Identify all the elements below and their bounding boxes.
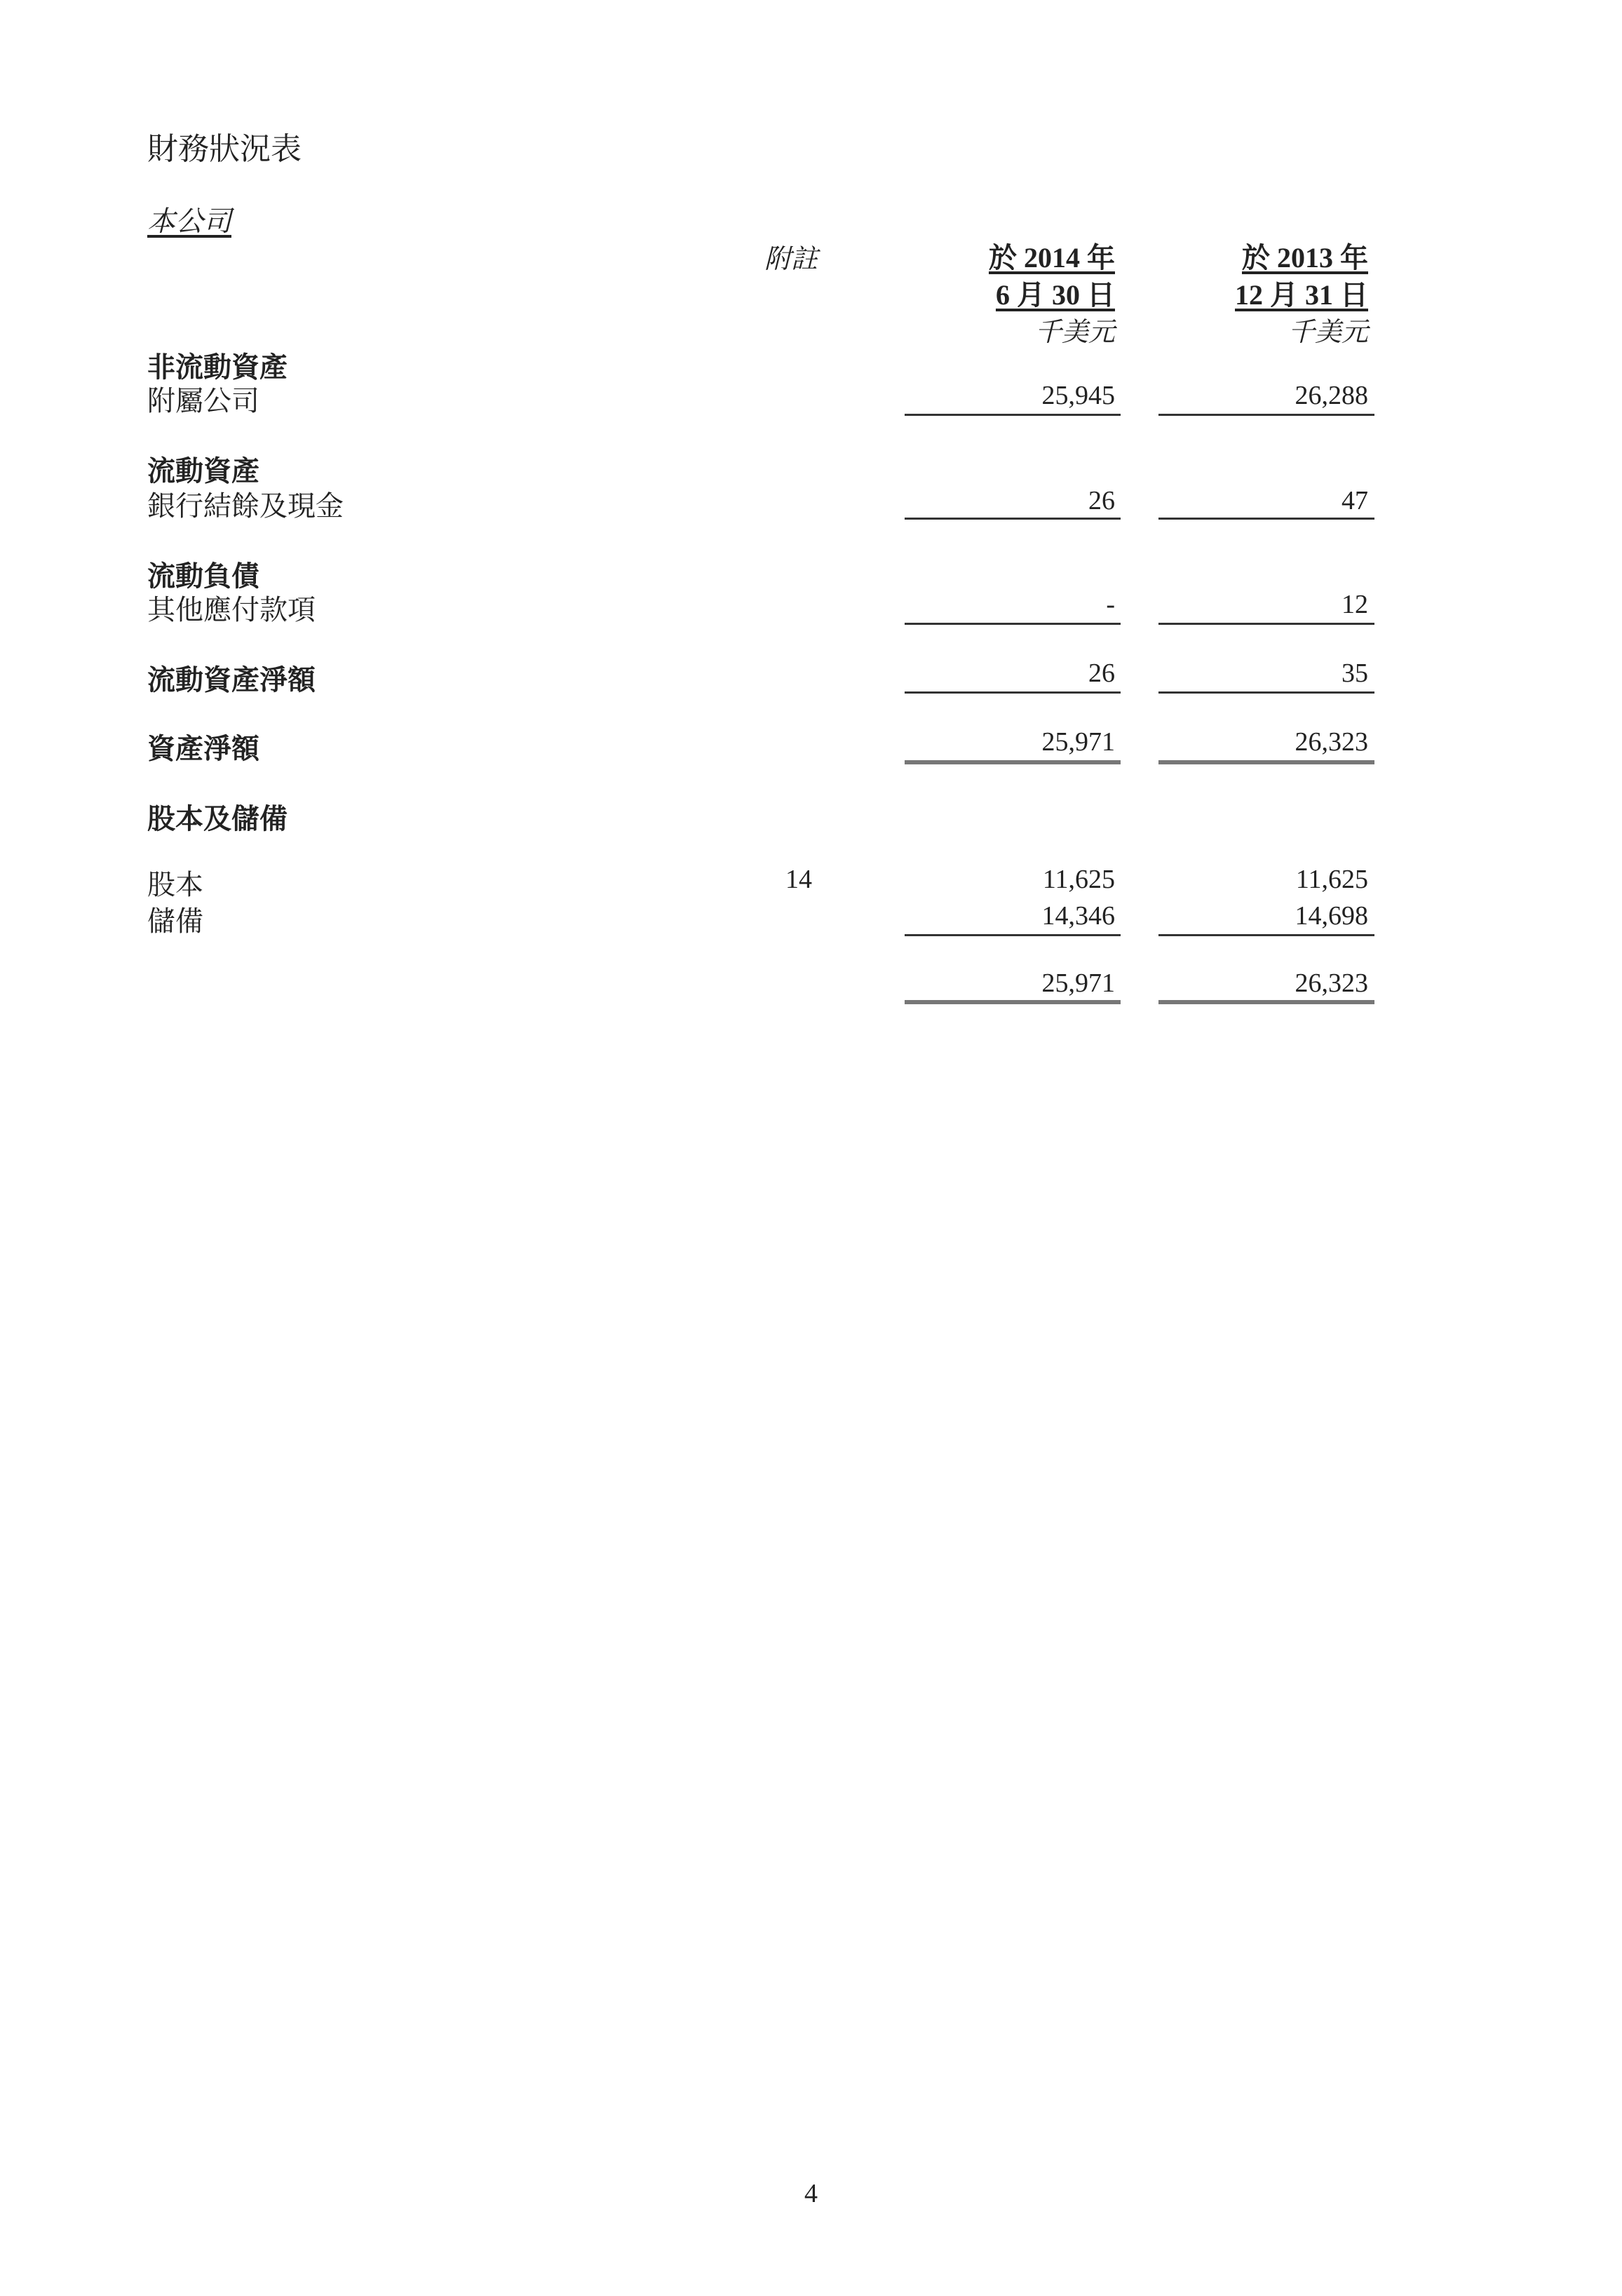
value-net-assets-2014: 25,971	[1041, 727, 1115, 757]
company-subtitle: 本公司	[147, 205, 231, 238]
value-net-current-assets-2013: 35	[1341, 659, 1368, 688]
row-label-other-payables: 其他應付款項	[147, 594, 316, 626]
value-share-capital-2013: 11,625	[1295, 865, 1368, 894]
value-reserves-2014: 14,346	[1041, 901, 1115, 931]
col2-unit: 千美元	[1288, 316, 1368, 347]
row-label-cash: 銀行結餘及現金	[147, 490, 344, 522]
rule	[1158, 934, 1374, 936]
value-other-payables-2013: 12	[1341, 590, 1368, 619]
rule	[1158, 518, 1374, 520]
value-other-payables-2014: -	[1106, 590, 1115, 619]
rule	[905, 691, 1121, 694]
value-subsidiaries-2013: 26,288	[1295, 381, 1368, 410]
rule	[1158, 691, 1374, 694]
value-share-capital-2014: 11,625	[1042, 865, 1115, 894]
col1-unit: 千美元	[1034, 316, 1115, 347]
page-title: 財務狀況表	[147, 131, 302, 167]
value-net-current-assets-2014: 26	[1088, 659, 1115, 688]
row-label-net-assets: 資產淨額	[147, 733, 259, 765]
double-rule	[1158, 1000, 1374, 1004]
value-subsidiaries-2014: 25,945	[1041, 381, 1115, 410]
row-label-share-capital: 股本	[147, 869, 203, 901]
col1-header-line2: 6 月 30 日	[996, 279, 1115, 311]
double-rule	[1158, 760, 1374, 764]
col1-header-line1: 於 2014 年	[989, 242, 1115, 274]
rule	[1158, 623, 1374, 625]
row-label-net-current-assets: 流動資產淨額	[147, 664, 316, 696]
section-current-assets: 流動資產	[147, 455, 259, 487]
col2-header-line1: 於 2013 年	[1242, 242, 1368, 274]
value-total-2013: 26,323	[1295, 968, 1368, 998]
rule	[905, 623, 1121, 625]
row-label-reserves: 儲備	[147, 905, 203, 938]
value-cash-2013: 47	[1341, 486, 1368, 515]
section-equity: 股本及儲備	[147, 803, 288, 835]
section-non-current-assets: 非流動資產	[147, 351, 288, 384]
section-current-liabilities: 流動負債	[147, 560, 259, 593]
double-rule	[905, 760, 1121, 764]
page-number: 4	[804, 2179, 818, 2208]
rule	[905, 934, 1121, 936]
double-rule	[905, 1000, 1121, 1004]
col2-header-line2: 12 月 31 日	[1235, 279, 1368, 311]
rule	[1158, 414, 1374, 416]
row-label-subsidiaries: 附屬公司	[147, 385, 259, 417]
value-total-2014: 25,971	[1041, 968, 1115, 998]
value-reserves-2013: 14,698	[1295, 901, 1368, 931]
note-column-header: 附註	[764, 243, 818, 274]
note-share-capital: 14	[785, 865, 812, 894]
rule	[905, 518, 1121, 520]
rule	[905, 414, 1121, 416]
value-cash-2014: 26	[1088, 486, 1115, 515]
value-net-assets-2013: 26,323	[1295, 727, 1368, 757]
